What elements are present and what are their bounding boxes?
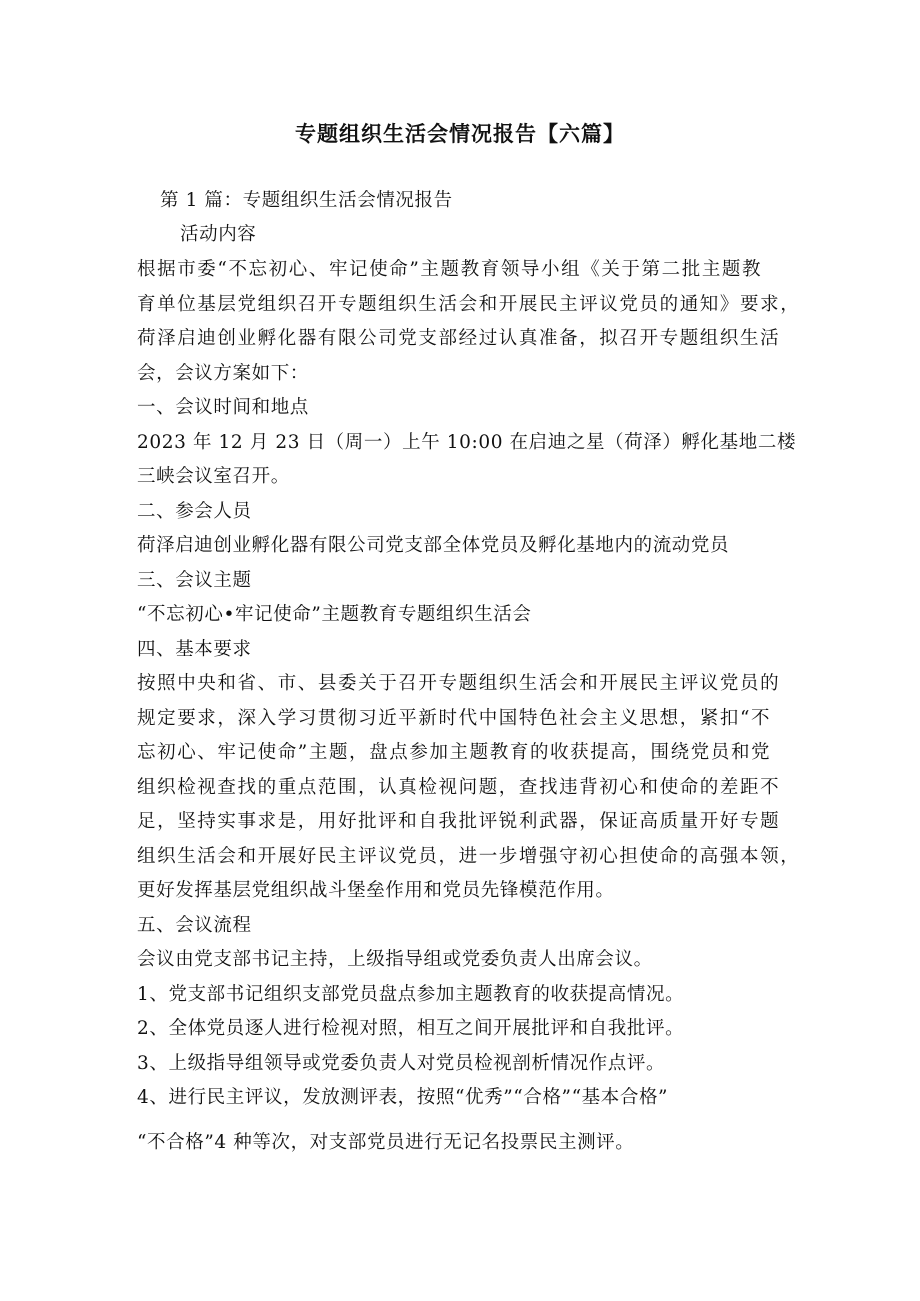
section-heading-part1: 第 1 篇：专题组织生活会情况报告 [160, 190, 453, 211]
paragraph-line: 荷泽启迪创业孵化器有限公司党支部经过认真准备，拟召开专题组织生活 [137, 328, 781, 349]
list-item: 4、进行民主评议，发放测评表，按照“优秀”“合格”“基本合格” [137, 1087, 669, 1108]
paragraph-line: 更好发挥基层党组织战斗堡垒作用和党员先锋模范作用。 [137, 880, 615, 901]
paragraph-line: 组织生活会和开展好民主评议党员，进一步增强守初心担使命的高强本领， [137, 846, 801, 867]
paragraph-line: 规定要求，深入学习贯彻习近平新时代中国特色社会主义思想，紧扣“不 [137, 708, 772, 729]
paragraph-line: 忘初心、牢记使命”主题，盘点参加主题教育的收获提高，围绕党员和党 [137, 742, 772, 763]
section-heading: 二、参会人员 [137, 501, 252, 522]
paragraph-line: 2023 年 12 月 23 日（周一）上午 10:00 在启迪之星（荷泽）孵化基地二楼 [137, 432, 797, 453]
paragraph-line: 会，会议方案如下： [137, 363, 309, 384]
paragraph-line: 根据市委“不忘初心、牢记使命”主题教育领导小组《关于第二批主题教 [137, 259, 763, 280]
paragraph-line: “不忘初心•牢记使命”主题教育专题组织生活会 [137, 604, 532, 625]
section-heading: 一、会议时间和地点 [137, 397, 309, 418]
paragraph-line: 三峡会议室召开。 [137, 466, 290, 487]
document-title: 专题组织生活会情况报告【六篇】 [295, 122, 625, 146]
paragraph-line: 按照中央和省、市、县委关于召开专题组织生活会和开展民主评议党员的 [137, 673, 781, 694]
list-item: 2、全体党员逐人进行检视对照，相互之间开展批评和自我批评。 [137, 1018, 685, 1039]
subheading-activity: 活动内容 [180, 224, 257, 245]
section-heading: 三、会议主题 [137, 570, 252, 591]
paragraph-line: 组织检视查找的重点范围，认真检视问题，查找违背初心和使命的差距不 [137, 777, 781, 798]
paragraph-line: 会议由党支部书记主持，上级指导组或党委负责人出席会议。 [137, 949, 653, 970]
list-item: 3、上级指导组领导或党委负责人对党员检视剖析情况作点评。 [137, 1053, 666, 1074]
paragraph-line: 足，坚持实事求是，用好批评和自我批评锐利武器，保证高质量开好专题 [137, 811, 781, 832]
paragraph-line: “不合格”4 种等次，对支部党员进行无记名投票民主测评。 [137, 1132, 635, 1153]
paragraph-line: 荷泽启迪创业孵化器有限公司党支部全体党员及孵化基地内的流动党员 [137, 535, 730, 556]
section-heading: 四、基本要求 [137, 639, 252, 660]
list-item: 1、党支部书记组织支部党员盘点参加主题教育的收获提高情况。 [137, 984, 685, 1005]
section-heading: 五、会议流程 [137, 915, 252, 936]
paragraph-line: 育单位基层党组织召开专题组织生活会和开展民主评议党员的通知》要求， [137, 294, 801, 315]
